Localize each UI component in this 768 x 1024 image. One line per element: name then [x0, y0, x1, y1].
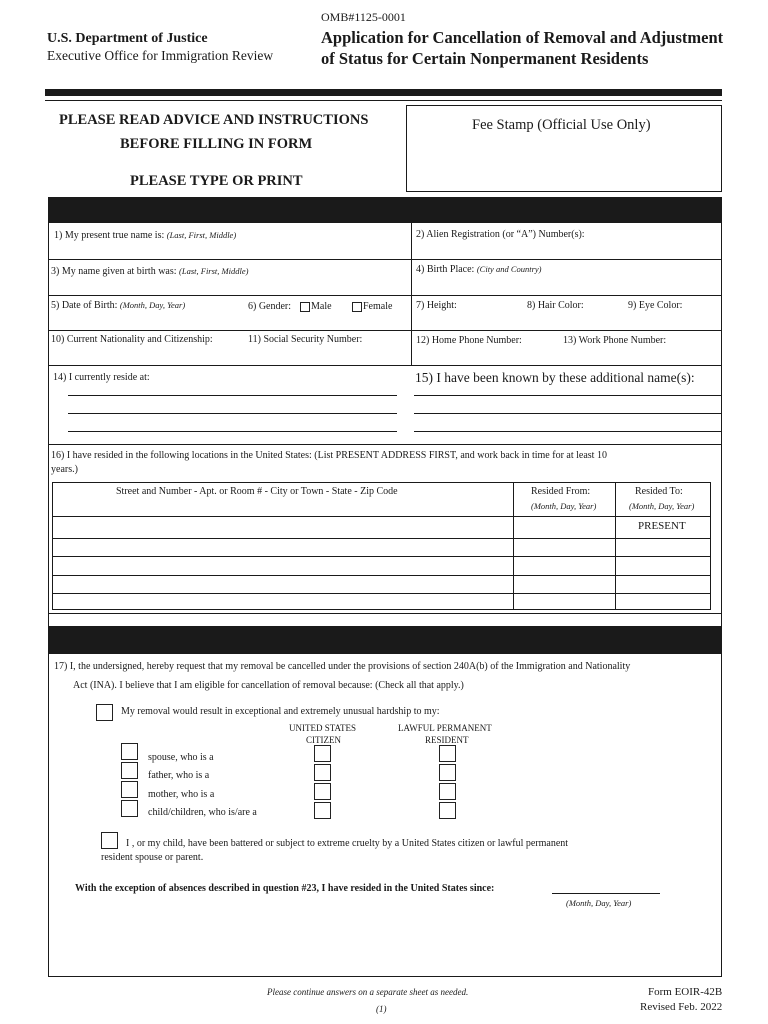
relative-label-child: child/children, who is/are a: [148, 807, 257, 818]
form-number: Form EOIR-42B: [648, 986, 723, 998]
q14-label: 14) I currently reside at:: [53, 372, 150, 383]
q12-label: 12) Home Phone Number:: [416, 335, 522, 346]
battered-checkbox[interactable]: [101, 832, 118, 849]
male-label: Male: [311, 301, 332, 312]
section-header-bar: [48, 197, 722, 223]
residence-row[interactable]: [53, 576, 512, 592]
q5-label: 5) Date of Birth:: [51, 300, 118, 311]
spouse-checkbox[interactable]: [121, 743, 138, 760]
mother-checkbox[interactable]: [121, 781, 138, 798]
spouse-usc-checkbox[interactable]: [314, 745, 331, 762]
q6-label: 6) Gender:: [248, 301, 292, 312]
hardship-label: My removal would result in exceptional and extremely unusual hardship to my:: [121, 706, 440, 717]
father-usc-checkbox[interactable]: [314, 764, 331, 781]
hardship-checkbox[interactable]: [96, 704, 113, 721]
col-address: Street and Number - Apt. or Room # - City or Town - State - Zip Code: [116, 486, 398, 497]
q7-label: 7) Height:: [416, 300, 457, 311]
q15-label: 15) I have been known by these additional name(s):: [415, 370, 695, 385]
q4-label: 4) Birth Place:: [416, 264, 475, 275]
advice-line2: BEFORE FILLING IN FORM: [120, 136, 313, 152]
q3-label: 3) My name given at birth was:: [51, 266, 177, 277]
father-lpr-checkbox[interactable]: [439, 764, 456, 781]
department-name: U.S. Department of Justice: [47, 31, 208, 46]
page-number: (1): [376, 1004, 387, 1014]
col-lpr-line2: RESIDENT: [425, 735, 469, 745]
q9-label: 9) Eye Color:: [628, 300, 683, 311]
spouse-lpr-checkbox[interactable]: [439, 745, 456, 762]
q11-label: 11) Social Security Number:: [248, 334, 363, 345]
col-from-hint: (Month, Day, Year): [531, 501, 597, 511]
name-field-row[interactable]: [48, 223, 722, 259]
header-rule: [45, 89, 722, 96]
col-lpr-line1: LAWFUL PERMANENT: [398, 723, 492, 733]
revision-date: Revised Feb. 2022: [640, 1001, 723, 1013]
col-to-hint: (Month, Day, Year): [629, 501, 695, 511]
residence-row[interactable]: [53, 594, 512, 609]
form-title-line2: of Status for Certain Nonpermanent Residents: [321, 49, 649, 68]
col-resided-to: Resided To:: [635, 486, 683, 497]
relative-label-father: father, who is a: [148, 770, 210, 781]
q5-hint: (Month, Day, Year): [119, 300, 186, 310]
form-title-line1: Application for Cancellation of Removal and Adjustment: [321, 28, 724, 47]
other-names-line-1[interactable]: [414, 395, 722, 396]
q8-label: 8) Hair Color:: [527, 300, 584, 311]
resided-since-input[interactable]: [552, 893, 660, 894]
battered-line2: resident spouse or parent.: [101, 852, 204, 863]
residence-row[interactable]: [53, 557, 512, 574]
col-usc-line1: UNITED STATES: [289, 723, 357, 733]
q17-line1: 17) I, the undersigned, hereby request that my removal be cancelled under the provisions of section 240A(b) of the Immigration and Nationality: [54, 661, 631, 672]
continue-note: Please continue answers on a separate sheet as needed.: [267, 987, 469, 997]
mother-usc-checkbox[interactable]: [314, 783, 331, 800]
col-usc-line2: CITIZEN: [306, 735, 341, 745]
fee-stamp-label: Fee Stamp (Official Use Only): [472, 117, 651, 133]
other-names-line-2[interactable]: [414, 413, 722, 414]
residence-row[interactable]: [53, 539, 512, 555]
q3-hint: (Last, First, Middle): [179, 266, 249, 276]
address-line-2[interactable]: [68, 413, 397, 414]
father-checkbox[interactable]: [121, 762, 138, 779]
col-resided-from: Resided From:: [531, 486, 591, 497]
omb-number: OMB#1125-0001: [321, 10, 406, 24]
residence-row[interactable]: [53, 517, 512, 537]
q13-label: 13) Work Phone Number:: [563, 335, 667, 346]
q16-label-line2: years.): [51, 464, 78, 475]
q16-label-line1: 16) I have resided in the following locations in the United States: (List PRESENT ADDRESS FIRST, and work back in time for at least 10: [51, 450, 607, 461]
q2-label: 2) Alien Registration (or “A”) Number(s):: [416, 229, 585, 240]
q1-hint: (Last, First, Middle): [166, 230, 237, 240]
present-label: PRESENT: [638, 520, 686, 532]
q17-line2: Act (INA). I believe that I am eligible for cancellation of removal because: (Check all that apply.): [73, 680, 464, 691]
battered-line1: I , or my child, have been battered or subject to extreme cruelty by a United States citizen or lawful permanent: [126, 838, 569, 849]
child-lpr-checkbox[interactable]: [439, 802, 456, 819]
advice-line1: PLEASE READ ADVICE AND INSTRUCTIONS: [59, 112, 369, 128]
female-label: Female: [363, 301, 393, 312]
resided-since-hint: (Month, Day, Year): [566, 898, 632, 908]
female-checkbox[interactable]: [352, 302, 362, 312]
q1-label: 1) My present true name is:: [54, 230, 165, 241]
q10-label: 10) Current Nationality and Citizenship:: [51, 334, 213, 345]
child-checkbox[interactable]: [121, 800, 138, 817]
address-line-1[interactable]: [68, 395, 397, 396]
male-checkbox[interactable]: [300, 302, 310, 312]
resided-since-label: With the exception of absences described in question #23, I have resided in the United States since:: [75, 883, 495, 894]
address-line-3[interactable]: [68, 431, 397, 432]
office-name: Executive Office for Immigration Review: [47, 48, 274, 63]
mother-lpr-checkbox[interactable]: [439, 783, 456, 800]
relative-label-mother: mother, who is a: [148, 789, 215, 800]
q4-hint: (City and Country): [476, 264, 542, 274]
section-header-bar: [48, 626, 722, 654]
child-usc-checkbox[interactable]: [314, 802, 331, 819]
other-names-line-3[interactable]: [414, 431, 722, 432]
relative-label-spouse: spouse, who is a: [148, 752, 214, 763]
advice-line3: PLEASE TYPE OR PRINT: [130, 173, 303, 189]
